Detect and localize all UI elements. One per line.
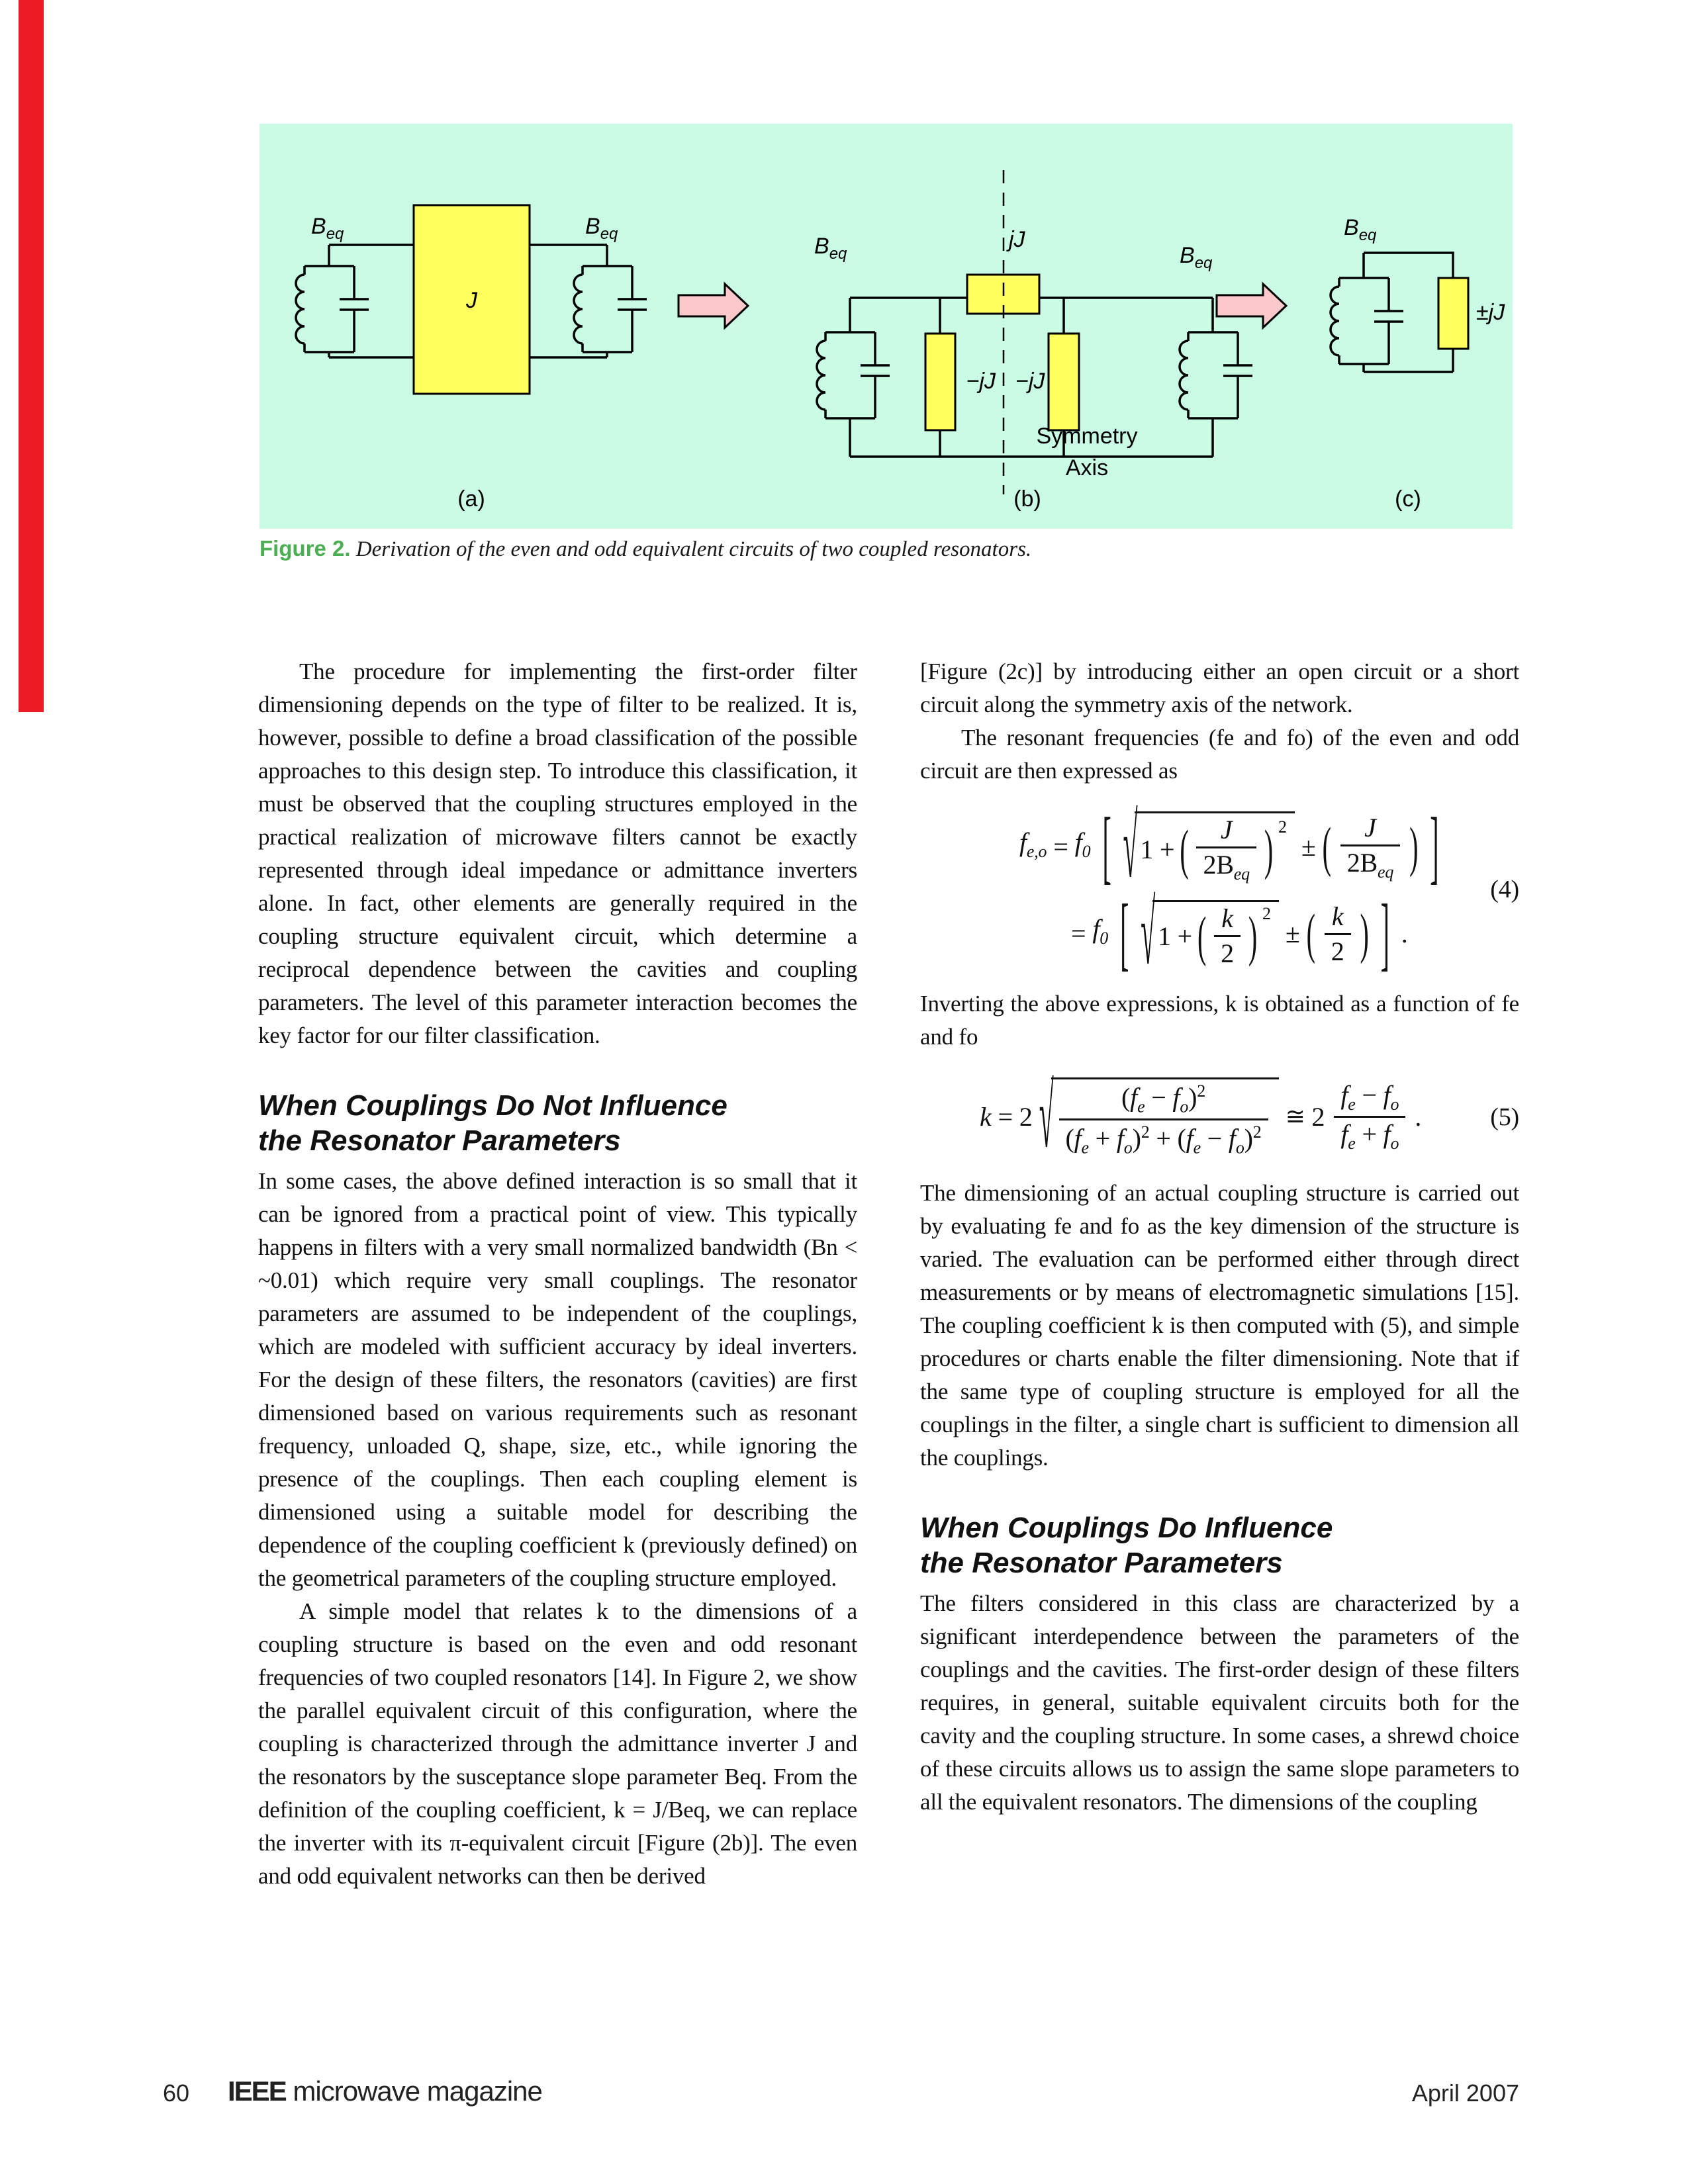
resonator-symbol — [296, 266, 369, 352]
page-number: 60 — [163, 2079, 190, 2107]
equation-number: (4) — [1490, 876, 1519, 904]
page-edge-red-stripe — [19, 0, 44, 712]
body-paragraph: The filters considered in this class are characterized by a significant interdependence between the parameters of the couplings and the cavities. The first-order design of these filters requires, in general, suitable equivalent circuits both for the cavity and the coupling structure. In some cases, a shrewd choice of these circuits allows us to assign the same slope parameters to all the equivalent resonators. The dimensions of the coupling — [920, 1590, 1519, 1815]
figure-2-panel — [259, 124, 1513, 529]
journal-title-name: microwave magazine — [293, 2075, 542, 2107]
section-heading-line: When Couplings Do Not Influence — [258, 1089, 727, 1122]
subfigure-label-b: (b) — [1013, 486, 1041, 512]
journal-title — [228, 2075, 542, 2107]
section-heading — [920, 1510, 1519, 1580]
label-pm-jj: ±jJ — [1476, 300, 1505, 325]
section-heading — [258, 1088, 857, 1158]
section-heading-line: the Resonator Parameters — [258, 1124, 621, 1157]
symmetry-axis-label: Axis — [1065, 455, 1109, 480]
issue-date: April 2007 — [1411, 2079, 1519, 2107]
body-paragraph: In some cases, the above defined interaction is so small that it can be ignored from a practical point of view. This typically happens in filters with a very small normalized bandwidth (Bn < ~0.01) which require very small couplings. The resonator parameters are assumed to be independent of the couplings, which are modeled with sufficient accuracy by ideal inverters. For the design of these filters, the resonators (cavities) are first dimensioned based on various requirements such as resonant frequency, unloaded Q, shape, size, etc., while ignoring the presence of the couplings. Then each coupling element is dimensioned using a suitable model for describing the dependence of the coupling coefficient k (previously defined) on the geometrical parameters of the coupling structure employed. — [258, 1168, 857, 1591]
section-heading-line: When Couplings Do Influence — [920, 1511, 1333, 1544]
label-beq: $B_{eq}$ — [311, 214, 344, 243]
left-column — [258, 655, 857, 1893]
inverter-box-pm-jj — [1438, 278, 1468, 349]
symmetry-axis-label: Symmetry — [1036, 424, 1138, 449]
subfigure-label-a: (a) — [457, 486, 485, 512]
resonator-symbol — [1180, 332, 1252, 418]
label-j: J — [466, 288, 477, 313]
figure-caption — [259, 535, 1513, 564]
body-paragraph: The resonant frequencies (fe and fo) of the even and odd circuit are then expressed as — [920, 725, 1519, 784]
resonator-symbol — [817, 332, 890, 418]
transform-arrow-icon — [679, 284, 748, 328]
body-paragraph: [Figure (2c)] by introducing either an open circuit or a short circuit along the symmetry axis of the network. — [920, 659, 1519, 717]
equation-number: (5) — [1490, 1103, 1519, 1131]
body-paragraph: The procedure for implementing the first-order filter dimensioning depends on the type of filter to be realized. It is, however, possible to define a broad classification of the possible approaches to this design step. To introduce this classification, it must be observed that the coupling structures employed in the practical realization of microwave filters cannot be exactly represented through ideal impedance or admittance inverters alone. In fact, other elements are generally required in the coupling structure equivalent circuit, which determine a reciprocal dependence between the cavities and coupling parameters. The level of this parameter interaction becomes the key factor for our filter classification. — [258, 659, 857, 1048]
resonator-symbol — [1331, 278, 1403, 364]
body-paragraph: The dimensioning of an actual coupling structure is carried out by evaluating fe and fo as the key dimension of the structure is varied. The evaluation can be performed either through direct measurements or by means of electromagnetic simulations [15]. The coupling coefficient k is then computed with (5), and simple procedures or charts enable the filter dimensioning. Note that if the same type of coupling structure is employed for all the couplings in the filter, a single chart is sufficient to dimension all the couplings. — [920, 1179, 1519, 1471]
label-jj: jJ — [1009, 227, 1025, 252]
label-beq: $B_{eq}$ — [1344, 215, 1377, 244]
right-column — [920, 655, 1519, 1819]
label-beq: $B_{eq}$ — [1180, 243, 1213, 272]
circuit-diagram — [259, 124, 1513, 529]
label-beq: $B_{eq}$ — [585, 214, 618, 243]
journal-title-ieee: IEEE — [228, 2075, 286, 2107]
figure-caption-label: Figure 2. — [259, 536, 351, 561]
equation-4: $f_{e,o}$ = $f_0$ [ √ 1 + ( $\frac{J}{2B_{eq}}$ ) 2 ± ( $\frac{J}{2B_{eq}}$ ) ] = $f_0$ [ √ 1 + ( $\frac{k}{2}$ ) 2 ± ( $\frac{k}{2}$ ) ] . (4) — [1019, 795, 1519, 984]
inverter-box-minus-jj-right — [1049, 334, 1079, 430]
label-minus-jj: −jJ — [966, 369, 996, 394]
page-footer — [0, 2075, 1688, 2115]
body-paragraph: Inverting the above expressions, k is obtained as a function of fe and fo — [920, 991, 1519, 1050]
figure-caption-text: Derivation of the even and odd equivalent circuits of two coupled resonators. — [355, 537, 1032, 561]
label-minus-jj: −jJ — [1015, 369, 1045, 394]
transform-arrow-icon — [1217, 284, 1286, 328]
body-paragraph: A simple model that relates k to the dimensions of a coupling structure is based on the even and odd resonant frequencies of two coupled resonators [14]. In Figure 2, we show the parallel equivalent circuit of this configuration, where the coupling is characterized through the admittance inverter J and the resonators by the susceptance slope parameter Beq. From the definition of the coupling coefficient, k = J/Beq, we can replace the inverter with its π-equivalent circuit [Figure (2b)]. The even and odd equivalent networks can then be derived — [258, 1598, 857, 1889]
equation-5: k = 2 √ $\frac{(f_e - f_o)^2}{(f_e + f_o)^2 + (f_e - f_o)^2}$ ≅ 2 $\frac{f_e - f_o}{f_e + f_o}$ . (5) — [980, 1065, 1519, 1167]
label-beq: $B_{eq}$ — [814, 234, 847, 263]
resonator-symbol — [574, 266, 647, 352]
section-heading-line: the Resonator Parameters — [920, 1546, 1283, 1579]
subfigure-label-c: (c) — [1395, 486, 1421, 512]
